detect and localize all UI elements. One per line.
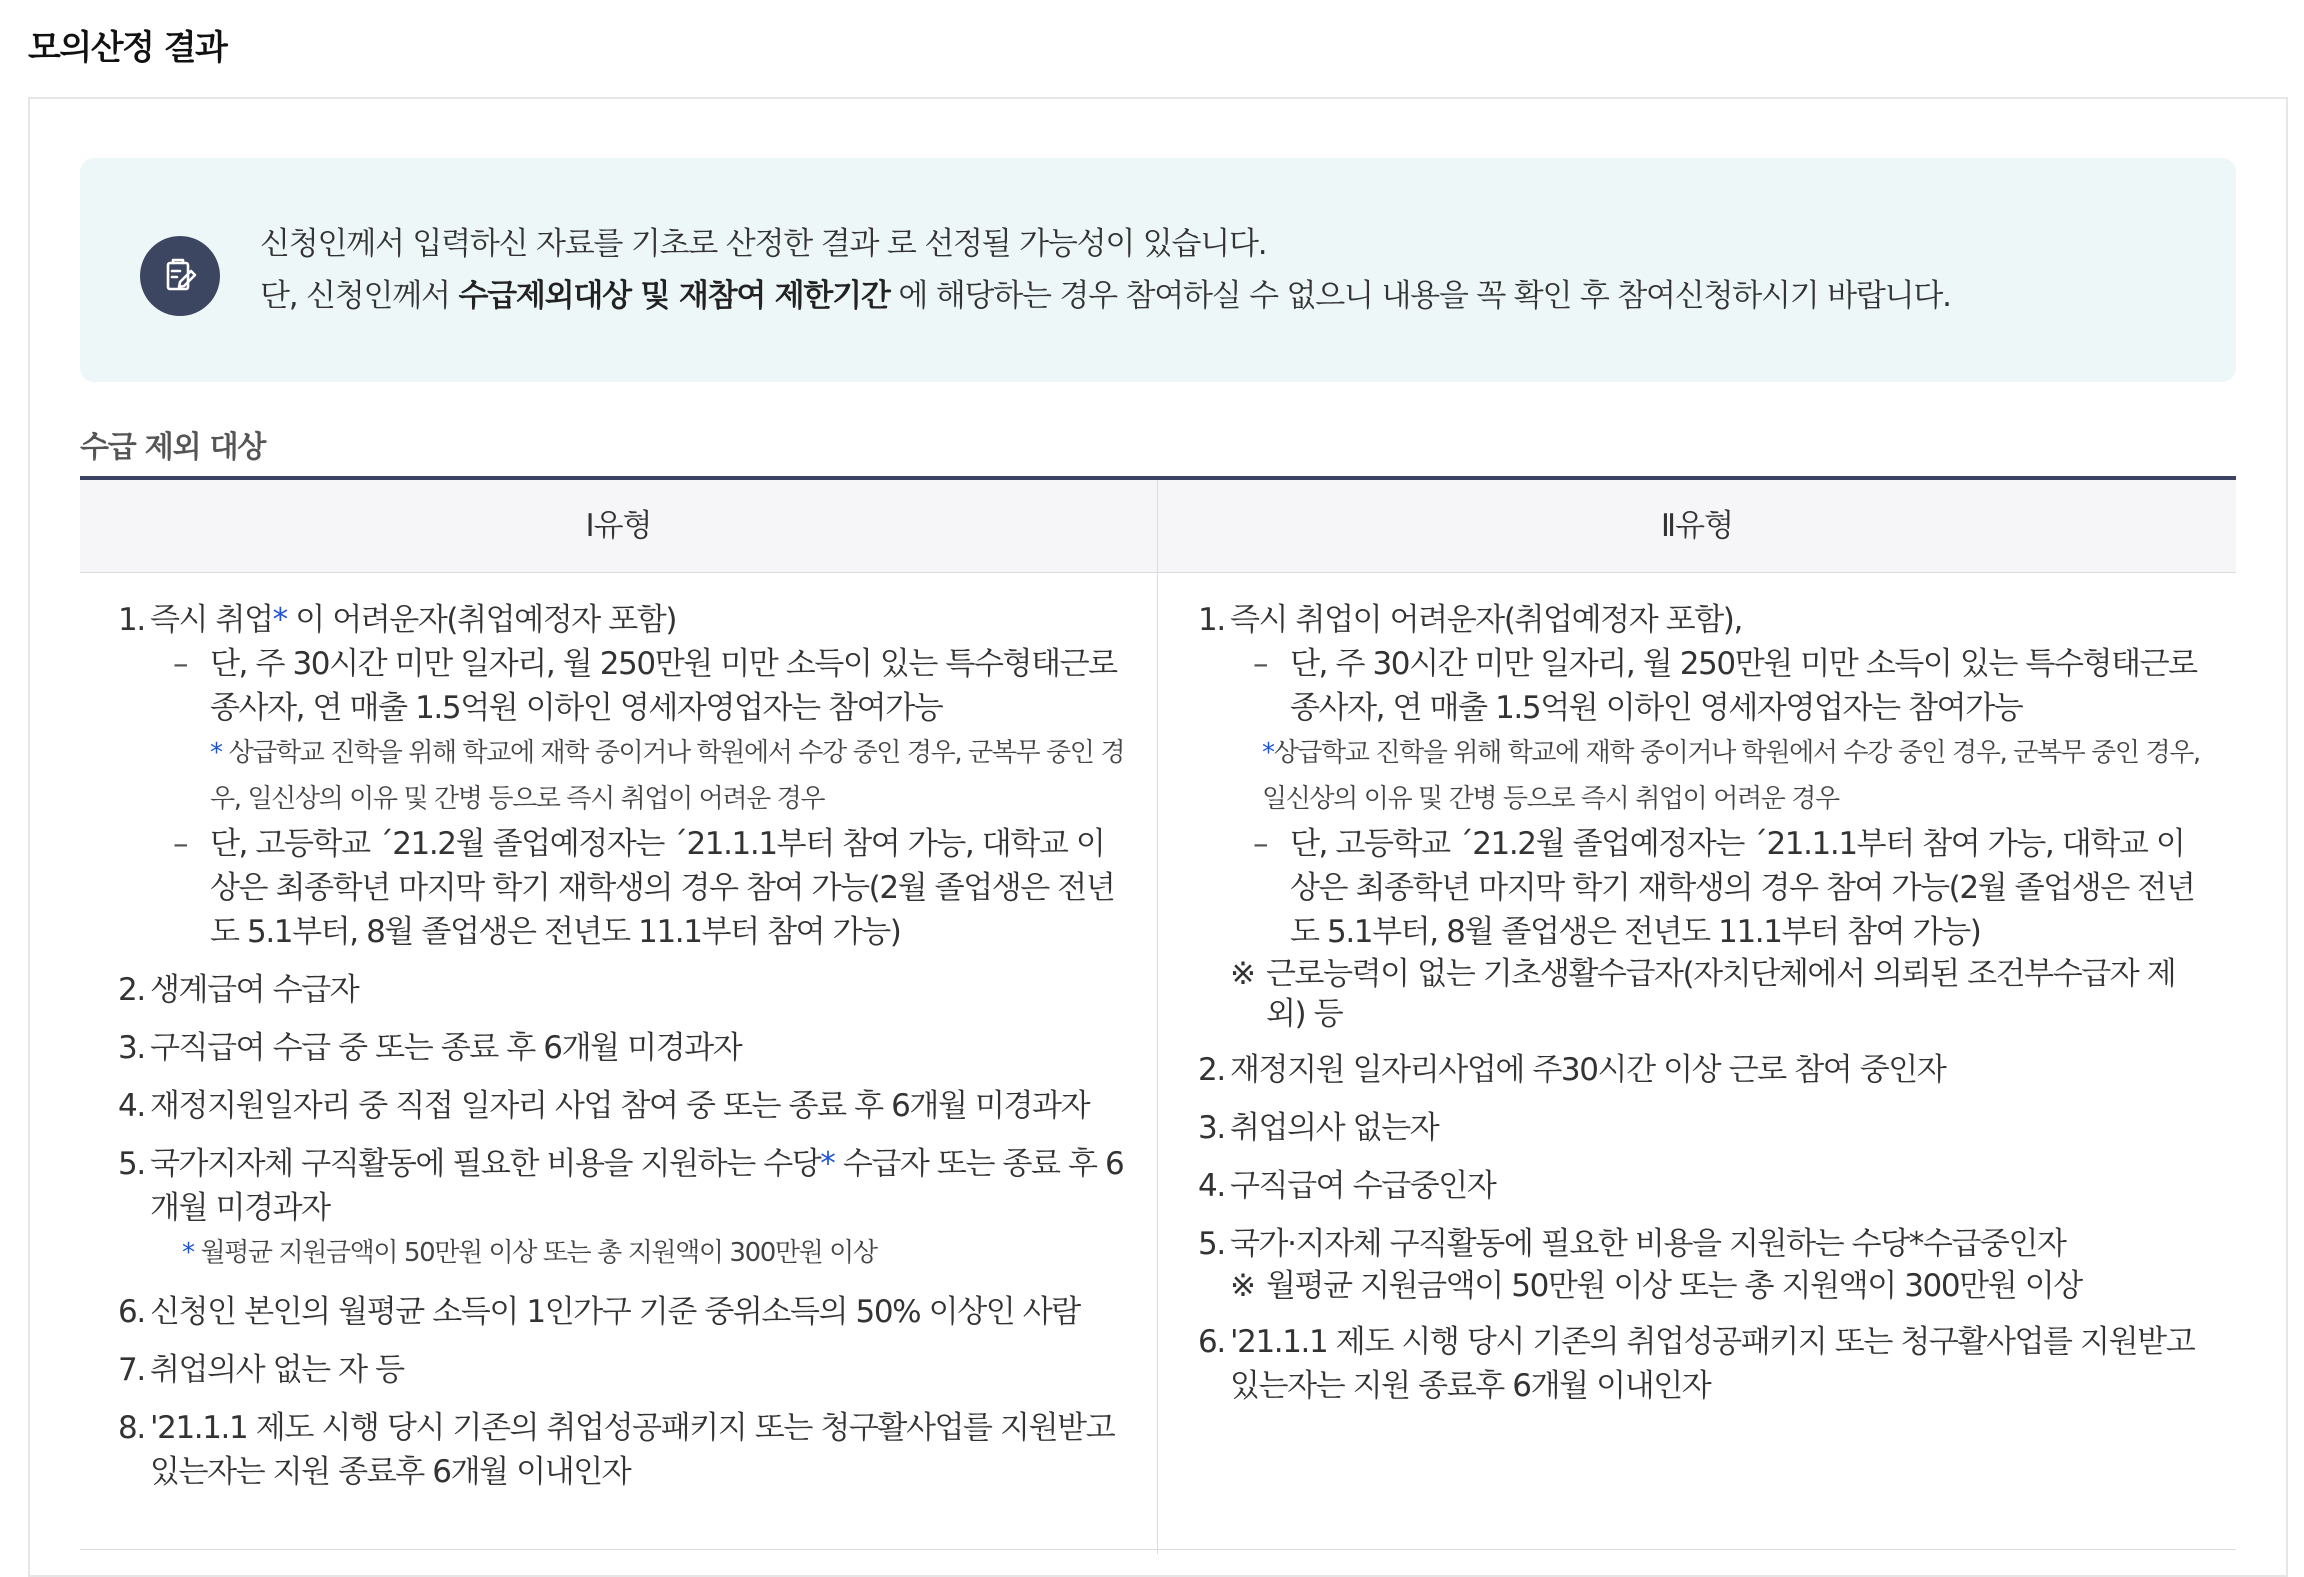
sub-item-text: 단, 고등학교 ´21.2월 졸업예정자는 ´21.1.1부터 참여 가능, 대학교 이상은 최종학년 마지막 학기 재학생의 경우 참여 가능(2월 졸업생은 전년도 5.1부터, 8월 졸업생은 전년도 11.1부터 참여 가능) — [210, 826, 1115, 950]
reference-mark: ※ — [1230, 1268, 1255, 1304]
item-text: 재정지원일자리 중 직접 일자리 사업 참여 중 또는 종료 후 6개월 미경과자 — [150, 1088, 1090, 1124]
list-item — [118, 598, 1128, 954]
footnote — [150, 1230, 1128, 1276]
item-text: 재정지원 일자리사업에 주30시간 이상 근로 참여 중인자 — [1230, 1052, 1946, 1088]
item-text: 구직급여 수급중인자 — [1230, 1168, 1496, 1204]
section-title: 수급 제외 대상 — [80, 430, 266, 465]
footnote-text: 상급학교 진학을 위해 학교에 재학 중이거나 학원에서 수강 중인 경우, 군복무 중인 경우, 일신상의 이유 및 간병 등으로 즉시 취업이 어려운 경우 — [210, 738, 1125, 814]
exclusion-table — [80, 476, 2236, 1550]
item-text: 신청인 본인의 월평균 소득이 1인가구 기준 중위소득의 50% 이상인 사람 — [150, 1294, 1080, 1330]
footnote-marker: * — [210, 738, 222, 768]
list-item — [1198, 1164, 2208, 1208]
item-number: 6. — [1198, 1324, 1225, 1360]
item-number: 6. — [118, 1294, 145, 1330]
list-item — [1198, 1048, 2208, 1092]
list-item — [118, 1290, 1128, 1334]
notice-emphasis: 수급제외대상 및 재참여 제한기간 — [458, 278, 890, 314]
item-text: 즉시 취업이 어려운자(취업예정자 포함), — [1230, 602, 1742, 638]
list-item — [1198, 598, 2208, 1034]
sub-item: – 단, 고등학교 ´21.2월 졸업예정자는 ´21.1.1부터 참여 가능, 대학교 이상은 최종학년 마지막 학기 재학생의 경우 참여 가능(2월 졸업생은 전년도 5.1부터, 8월 졸업생은 전년도 11.1부터 참여 가능) — [1252, 826, 2195, 950]
item-number: 3. — [118, 1030, 145, 1066]
item-number: 5. — [1198, 1226, 1225, 1262]
item-number: 1. — [1198, 602, 1225, 638]
footnote — [1230, 730, 2208, 822]
reference-text: 근로능력이 없는 기초생활수급자(자치단체에서 의뢰된 조건부수급자 제외) 등 — [1266, 956, 2176, 1032]
footnote-text: 월평균 지원금액이 50만원 이상 또는 총 지원액이 300만원 이상 — [200, 1238, 877, 1268]
item-number: 4. — [118, 1088, 145, 1124]
reference-text: 월평균 지원금액이 50만원 이상 또는 총 지원액이 300만원 이상 — [1266, 1268, 2082, 1304]
notice-line-2-prefix: 단, 신청인께서 — [260, 278, 459, 314]
item-text: 수급자 또는 종료 후 6개월 미경과자 — [150, 1146, 1124, 1226]
footnote — [150, 730, 1128, 822]
sub-item: – 단, 주 30시간 미만 일자리, 월 250만원 미만 소득이 있는 특수형태근로종사자, 연 매출 1.5억원 이하인 영세자영업자는 참여가능 — [172, 646, 1117, 726]
page-title: 모의산정 결과 — [28, 28, 227, 68]
list-item — [1198, 1222, 2208, 1306]
notice-box — [80, 158, 2236, 382]
item-number: 8. — [118, 1410, 145, 1446]
list-item — [1198, 1320, 2208, 1408]
item-text: 이 어려운자(취업예정자 포함) — [286, 602, 677, 638]
item-text: 국가지자체 구직활동에 필요한 비용을 지원하는 수당 — [150, 1146, 821, 1182]
sub-item-text: 단, 고등학교 ´21.2월 졸업예정자는 ´21.1.1부터 참여 가능, 대학교 이상은 최종학년 마지막 학기 재학생의 경우 참여 가능(2월 졸업생은 전년도 5.1부터, 8월 졸업생은 전년도 11.1부터 참여 가능) — [1290, 826, 2195, 950]
clipboard-edit-icon — [140, 236, 220, 316]
item-number: 7. — [118, 1352, 145, 1388]
item-text: '21.1.1 제도 시행 당시 기존의 취업성공패키지 또는 청구활사업를 지원받고 있는자는 지원 종료후 6개월 이내인자 — [150, 1410, 1115, 1490]
notice-line-1: 신청인께서 입력하신 자료를 기초로 산정한 결과 로 선정될 가능성이 있습니다. — [260, 226, 1267, 262]
list-item — [1198, 1106, 2208, 1150]
table-header — [80, 480, 2236, 573]
item-number: 4. — [1198, 1168, 1225, 1204]
item-number: 5. — [118, 1146, 145, 1182]
table-bottom-border — [80, 1549, 2236, 1550]
list-item — [118, 1406, 1128, 1494]
sub-item-text: 단, 주 30시간 미만 일자리, 월 250만원 미만 소득이 있는 특수형태근로종사자, 연 매출 1.5억원 이하인 영세자영업자는 참여가능 — [210, 646, 1117, 726]
list-item — [118, 968, 1128, 1012]
notice-text — [260, 218, 2196, 322]
footnote-marker: * — [272, 602, 287, 638]
notice-line-2 — [260, 270, 2196, 322]
header-type-1: Ⅰ유형 — [585, 508, 652, 544]
column-divider — [1157, 480, 1158, 1554]
footnote-marker: * — [182, 1238, 194, 1268]
type-1-column — [118, 598, 1128, 1508]
item-text: 구직급여 수급 중 또는 종료 후 6개월 미경과자 — [150, 1030, 742, 1066]
item-text: 국가·지자체 구직활동에 필요한 비용을 지원하는 수당*수급중인자 — [1230, 1226, 2066, 1262]
sub-item: – 단, 고등학교 ´21.2월 졸업예정자는 ´21.1.1부터 참여 가능, 대학교 이상은 최종학년 마지막 학기 재학생의 경우 참여 가능(2월 졸업생은 전년도 5.1부터, 8월 졸업생은 전년도 11.1부터 참여 가능) — [172, 826, 1115, 950]
item-number: 3. — [1198, 1110, 1225, 1146]
item-number: 1. — [118, 602, 145, 638]
reference-note — [1230, 1266, 2208, 1306]
item-number: 2. — [118, 972, 145, 1008]
item-text: 생계급여 수급자 — [150, 972, 359, 1008]
reference-note — [1230, 954, 2208, 1034]
item-text: '21.1.1 제도 시행 당시 기존의 취업성공패키지 또는 청구활사업를 지원받고 있는자는 지원 종료후 6개월 이내인자 — [1230, 1324, 2195, 1404]
item-text: 취업의사 없는자 — [1230, 1110, 1439, 1146]
list-item — [118, 1142, 1128, 1276]
reference-mark: ※ — [1230, 956, 1255, 992]
footnote-text: 상급학교 진학을 위해 학교에 재학 중이거나 학원에서 수강 중인 경우, 군복무 중인 경우, 일신상의 이유 및 간병 등으로 즉시 취업이 어려운 경우 — [1262, 738, 2200, 814]
footnote-marker: * — [1262, 738, 1274, 768]
header-type-2: Ⅱ유형 — [1660, 508, 1734, 544]
item-text: 즉시 취업 — [150, 602, 273, 638]
item-number: 2. — [1198, 1052, 1225, 1088]
type-2-column — [1198, 598, 2208, 1422]
list-item — [118, 1348, 1128, 1392]
list-item — [118, 1084, 1128, 1128]
item-text: 취업의사 없는 자 등 — [150, 1352, 404, 1388]
footnote-marker: * — [820, 1146, 835, 1182]
list-item — [118, 1026, 1128, 1070]
sub-item: – 단, 주 30시간 미만 일자리, 월 250만원 미만 소득이 있는 특수형태근로종사자, 연 매출 1.5억원 이하인 영세자영업자는 참여가능 — [1252, 646, 2197, 726]
notice-line-2-suffix: 에 해당하는 경우 참여하실 수 없으니 내용을 꼭 확인 후 참여신청하시기 바랍니다. — [889, 278, 1951, 314]
sub-item-text: 단, 주 30시간 미만 일자리, 월 250만원 미만 소득이 있는 특수형태근로종사자, 연 매출 1.5억원 이하인 영세자영업자는 참여가능 — [1290, 646, 2197, 726]
